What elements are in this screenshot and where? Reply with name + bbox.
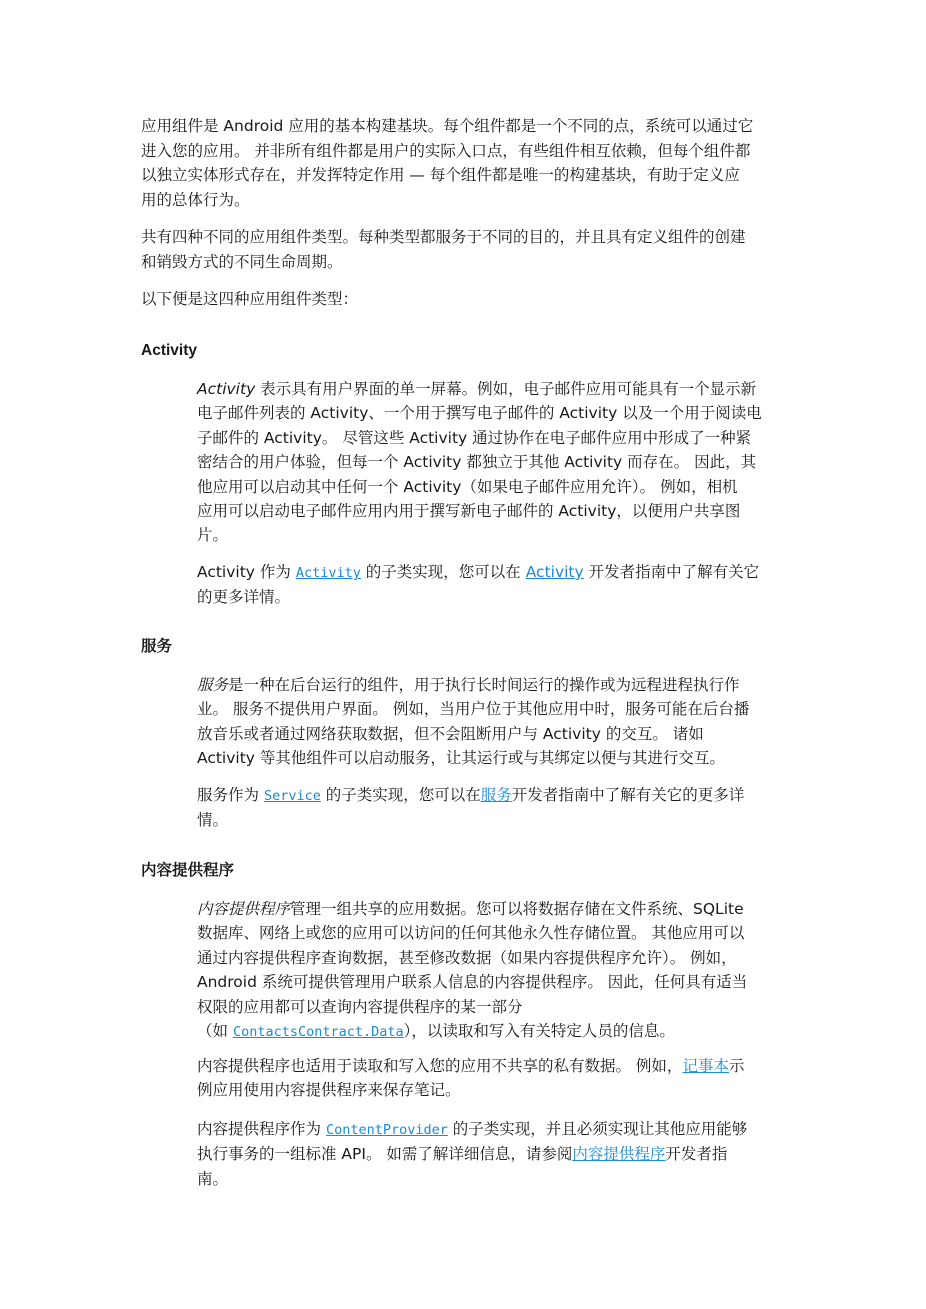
text-line: 例应用使用内容提供程序来保存笔记。 bbox=[197, 1081, 461, 1100]
text-segment: 执行事务的一组标准 API。 如需了解详细信息，请参阅 bbox=[197, 1145, 573, 1164]
text-line: 数据库、网络上或您的应用可以访问的任何其他永久性存储位置。 其他应用可以 bbox=[197, 924, 745, 943]
text-line: 进入您的应用。 并非所有组件都是用户的实际入口点，有些组件相互依赖，但每个组件都 bbox=[141, 141, 751, 160]
text-line: 的更多详情。 bbox=[197, 588, 291, 607]
text-segment: 示 bbox=[728, 1057, 745, 1075]
text-segment: 管理一组共享的应用数据。您可以将数据存储在文件系统、SQLite bbox=[290, 900, 744, 918]
content-provider-term: 内容提供程序 bbox=[197, 900, 291, 918]
text-segment: 的子类实现，并且必须实现让其他应用能够 bbox=[447, 1120, 748, 1138]
text-line: 应用组件是 Android 应用的基本构建基块。每个组件都是一个不同的点，系统可以通过它 bbox=[141, 117, 754, 135]
content-provider-private-data bbox=[197, 1054, 789, 1103]
text-line: 南。 bbox=[197, 1169, 229, 1188]
service-term: 服务 bbox=[197, 676, 229, 694]
intro-paragraph-2 bbox=[141, 225, 791, 274]
activity-reference bbox=[197, 560, 789, 610]
text-line: 权限的应用都可以查询内容提供程序的某一部分 bbox=[197, 997, 523, 1016]
text-segment: ），以读取和写入有关特定人员的信息。 bbox=[403, 1022, 675, 1041]
text-line: 密结合的用户体验，但每一个 Activity 都独立于其他 Activity 而存在。 因此，其 bbox=[197, 453, 757, 472]
activity-class-link[interactable]: Activity bbox=[295, 565, 361, 581]
text-line: 用的总体行为。 bbox=[141, 190, 250, 209]
notepad-sample-link[interactable]: 记事本 bbox=[682, 1057, 729, 1075]
text-segment: 开发者指 bbox=[665, 1145, 728, 1164]
text-line: 应用可以启动电子邮件应用内用于撰写新电子邮件的 Activity，以便用户共享图 bbox=[197, 502, 741, 521]
text-line: 以独立实体形式存在，并发挥特定作用 — 每个组件都是唯一的构建基块，有助于定义应 bbox=[141, 166, 740, 185]
text-segment: 表示具有用户界面的单一屏幕。例如，电子邮件应用可能具有一个显示新 bbox=[255, 380, 757, 398]
text-segment: 开发者指南中了解有关它的更多详 bbox=[511, 786, 745, 804]
intro-paragraph-3 bbox=[141, 287, 791, 312]
text-segment: 的子类实现，您可以在 bbox=[360, 563, 526, 581]
text-line: 业。 服务不提供用户界面。 例如，当用户位于其他应用中时，服务可能在后台播 bbox=[197, 700, 750, 719]
text-line: 电子邮件列表的 Activity、一个用于撰写电子邮件的 Activity 以及一个用于阅读电 bbox=[197, 404, 762, 423]
text-segment: 开发者指南中了解有关它 bbox=[583, 563, 760, 581]
content-provider-heading: 内容提供程序 bbox=[141, 862, 235, 879]
content-provider-reference bbox=[197, 1117, 789, 1191]
service-guide-link[interactable]: 服务 bbox=[480, 786, 512, 804]
content-provider-class-link[interactable]: ContentProvider bbox=[325, 1122, 448, 1138]
text-line: 通过内容提供程序查询数据，甚至修改数据（如果内容提供程序允许）。 例如， bbox=[197, 948, 737, 967]
text-segment: Activity 作为 bbox=[197, 563, 296, 581]
text-line: 共有四种不同的应用组件类型。每种类型都服务于不同的目的，并且具有定义组件的创建 bbox=[141, 228, 746, 246]
text-line: 子邮件的 Activity。 尽管这些 Activity 通过协作在电子邮件应用中形成了一种紧 bbox=[197, 428, 752, 447]
text-segment: （如 bbox=[197, 1022, 233, 1041]
activity-guide-link[interactable]: Activity bbox=[525, 563, 584, 581]
text-segment: 内容提供程序也适用于读取和写入您的应用不共享的私有数据。 例如， bbox=[197, 1057, 683, 1075]
text-line: 和销毁方式的不同生命周期。 bbox=[141, 252, 343, 271]
intro-paragraph-1 bbox=[141, 114, 791, 212]
service-class-link[interactable]: Service bbox=[263, 788, 321, 804]
text-line: 情。 bbox=[197, 811, 229, 830]
text-line: 他应用可以启动其中任何一个 Activity（如果电子邮件应用允许）。 例如，相机 bbox=[197, 477, 738, 496]
activity-term: Activity bbox=[197, 380, 256, 398]
service-reference bbox=[197, 783, 789, 833]
activity-heading: Activity bbox=[141, 342, 197, 359]
content-provider-guide-link[interactable]: 内容提供程序 bbox=[572, 1145, 666, 1164]
contacts-data-class-link[interactable]: ContactsContract.Data bbox=[232, 1024, 404, 1041]
text-line: 放音乐或者通过网络获取数据，但不会阻断用户与 Activity 的交互。 诸如 bbox=[197, 724, 704, 743]
text-line: 以下便是这四种应用组件类型： bbox=[141, 290, 359, 308]
service-description bbox=[197, 673, 789, 771]
text-line: Android 系统可提供管理用户联系人信息的内容提供程序。 因此，任何具有适当 bbox=[197, 973, 748, 992]
text-segment: 的子类实现，您可以在 bbox=[320, 786, 481, 804]
text-line: Activity 等其他组件可以启动服务，让其运行或与其绑定以便与其进行交互。 bbox=[197, 749, 725, 768]
text-segment: 是一种在后台运行的组件，用于执行长时间运行的操作或为远程进程执行作 bbox=[228, 676, 740, 694]
text-line: 片。 bbox=[197, 526, 229, 545]
activity-description bbox=[197, 377, 789, 548]
content-provider-description bbox=[197, 897, 789, 1044]
text-segment: 内容提供程序作为 bbox=[197, 1120, 326, 1138]
text-segment: 服务作为 bbox=[197, 786, 264, 804]
service-heading: 服务 bbox=[141, 638, 173, 655]
